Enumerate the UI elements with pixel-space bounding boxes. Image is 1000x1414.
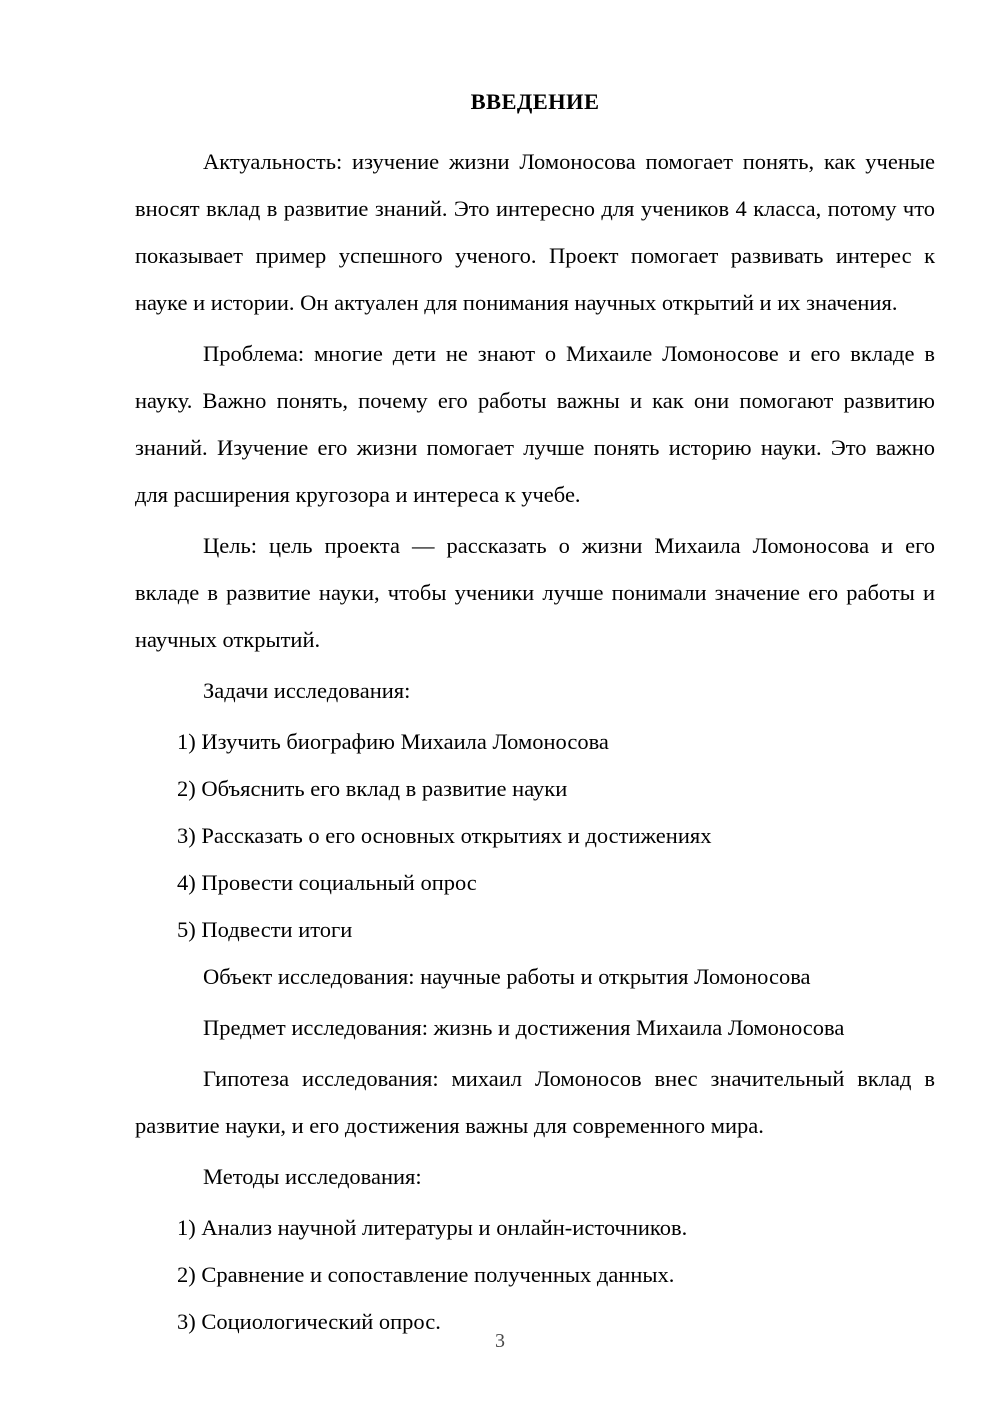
list-item: 2) Сравнение и сопоставление полученных данных. (177, 1262, 675, 1288)
paragraph-subject: Предмет исследования: жизнь и достижения Михаила Ломоносова (203, 1015, 845, 1041)
list-item: 4) Провести социальный опрос (177, 870, 477, 896)
heading-methods: Методы исследования: (203, 1164, 422, 1190)
methods-list (135, 1204, 935, 1345)
paragraph-hypothesis: Гипотеза исследования: михаил Ломоносов внес значительный вклад в развитие науки, и его достижения важны для современного мира. (135, 1066, 935, 1139)
list-item: 2) Объяснить его вклад в развитие науки (177, 776, 568, 802)
paragraph-goal: Цель: цель проекта — рассказать о жизни Михаила Ломоносова и его вкладе в развитие науки, чтобы ученики лучше понимали значение его работы и научных открытий. (135, 533, 935, 653)
document-body (135, 88, 935, 1345)
list-item: 1) Изучить биографию Михаила Ломоносова (177, 729, 609, 755)
paragraph-object: Объект исследования: научные работы и открытия Ломоносова (203, 964, 811, 990)
list-item: 5) Подвести итоги (177, 917, 353, 943)
list-item: 1) Анализ научной литературы и онлайн-источников. (177, 1215, 688, 1241)
list-item: 3) Рассказать о его основных открытиях и достижениях (177, 823, 712, 849)
paragraph-relevance: Актуальность: изучение жизни Ломоносова помогает понять, как ученые вносят вклад в развитие знаний. Это интересно для учеников 4 класса, потому что показывает пример успешного ученого. Проект помогает развивать интерес к науке и истории. Он актуален для понимания научных открытий и их значения. (135, 149, 935, 316)
page-title: ВВЕДЕНИЕ (470, 89, 600, 114)
heading-tasks: Задачи исследования: (203, 678, 411, 704)
tasks-list (135, 718, 935, 953)
page-number: 3 (495, 1330, 505, 1352)
paragraph-problem: Проблема: многие дети не знают о Михаиле Ломоносове и его вкладе в науку. Важно понять, почему его работы важны и как они помогают развитию знаний. Изучение его жизни помогает лучше понять историю науки. Это важно для расширения кругозора и интереса к учебе. (135, 341, 935, 508)
list-item: 3) Социологический опрос. (177, 1309, 441, 1335)
